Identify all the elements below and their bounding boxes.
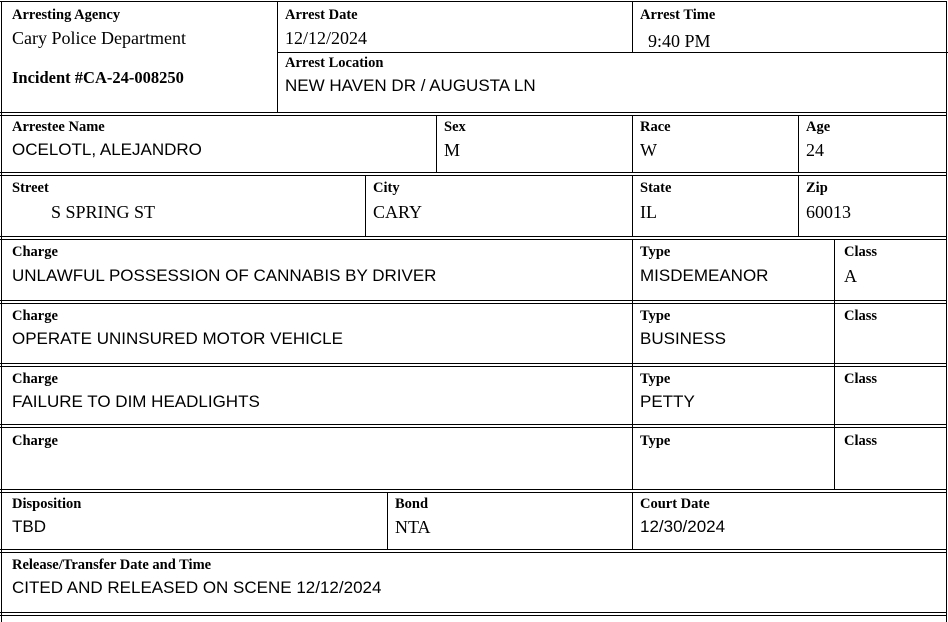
court-date-label: Court Date [640, 496, 710, 512]
type-value: MISDEMEANOR [640, 266, 769, 285]
rule [0, 615, 947, 616]
bond-value: NTA [395, 517, 431, 537]
rule [436, 115, 437, 173]
court-date-value: 12/30/2024 [640, 517, 726, 536]
rule [0, 612, 947, 613]
charge-label: Charge [12, 371, 58, 387]
rule [632, 175, 633, 237]
disposition-value: TBD [12, 517, 46, 536]
bond-label: Bond [395, 496, 429, 512]
race-label: Race [640, 119, 671, 135]
rule [0, 303, 947, 304]
arrest-time-label: Arrest Time [640, 7, 716, 23]
rule [0, 489, 947, 490]
rule [0, 239, 947, 240]
charge-value: FAILURE TO DIM HEADLIGHTS [12, 392, 260, 411]
arrest-date-value: 12/12/2024 [285, 28, 368, 48]
rule [0, 492, 947, 493]
city-value: CARY [373, 202, 423, 222]
rule [0, 366, 947, 367]
agency-value: Cary Police Department [12, 28, 186, 48]
type-label: Type [640, 244, 671, 260]
rule [798, 115, 799, 173]
charge-label: Charge [12, 433, 58, 449]
race-value: W [640, 140, 657, 160]
rule [0, 427, 947, 428]
rule [0, 1, 947, 2]
rule [798, 175, 799, 237]
rule [277, 1, 278, 113]
rule [0, 236, 947, 237]
zip-value: 60013 [806, 202, 851, 222]
agency-label: Arresting Agency [12, 7, 121, 23]
type-label: Type [640, 433, 671, 449]
charge-label: Charge [12, 308, 58, 324]
sex-value: M [444, 140, 461, 160]
rule [632, 115, 633, 173]
charge-label: Charge [12, 244, 58, 260]
rule [834, 239, 835, 490]
rule [0, 112, 947, 113]
zip-label: Zip [806, 180, 828, 196]
rule [632, 1, 633, 53]
type-label: Type [640, 308, 671, 324]
class-label: Class [844, 308, 878, 324]
age-label: Age [806, 119, 831, 135]
release-value: CITED AND RELEASED ON SCENE 12/12/2024 [12, 578, 382, 597]
charge-value: UNLAWFUL POSSESSION OF CANNABIS BY DRIVER [12, 266, 437, 285]
type-label: Type [640, 371, 671, 387]
rule [632, 492, 633, 550]
state-label: State [640, 180, 672, 196]
sex-label: Sex [444, 119, 466, 135]
age-value: 24 [806, 140, 824, 160]
rule [1, 1, 2, 622]
arrestee-name-value: OCELOTL, ALEJANDRO [12, 140, 202, 159]
release-label: Release/Transfer Date and Time [12, 557, 212, 573]
disposition-label: Disposition [12, 496, 82, 512]
arrestee-name-label: Arrestee Name [12, 119, 105, 135]
rule [0, 300, 947, 301]
state-value: IL [640, 202, 657, 222]
class-label: Class [844, 244, 878, 260]
rule [0, 363, 947, 364]
class-label: Class [844, 433, 878, 449]
rule [0, 175, 947, 176]
class-label: Class [844, 371, 878, 387]
rule [632, 239, 633, 490]
rule [946, 1, 947, 622]
street-label: Street [12, 180, 49, 196]
arrest-location-label: Arrest Location [285, 55, 384, 71]
arrest-date-label: Arrest Date [285, 7, 358, 23]
city-label: City [373, 180, 400, 196]
charge-value: OPERATE UNINSURED MOTOR VEHICLE [12, 329, 343, 348]
arrest-location-value: NEW HAVEN DR / AUGUSTA LN [285, 76, 536, 95]
rule [365, 175, 366, 237]
incident-number: Incident #CA-24-008250 [12, 68, 184, 87]
rule [387, 492, 388, 550]
rule [277, 52, 948, 53]
class-value: A [844, 266, 857, 286]
rule [0, 115, 947, 116]
rule [0, 552, 947, 553]
street-value: S SPRING ST [51, 202, 156, 222]
rule [0, 424, 947, 425]
rule [0, 549, 947, 550]
arrest-time-value: 9:40 PM [648, 31, 711, 51]
rule [0, 172, 947, 173]
type-value: PETTY [640, 392, 695, 411]
type-value: BUSINESS [640, 329, 726, 348]
